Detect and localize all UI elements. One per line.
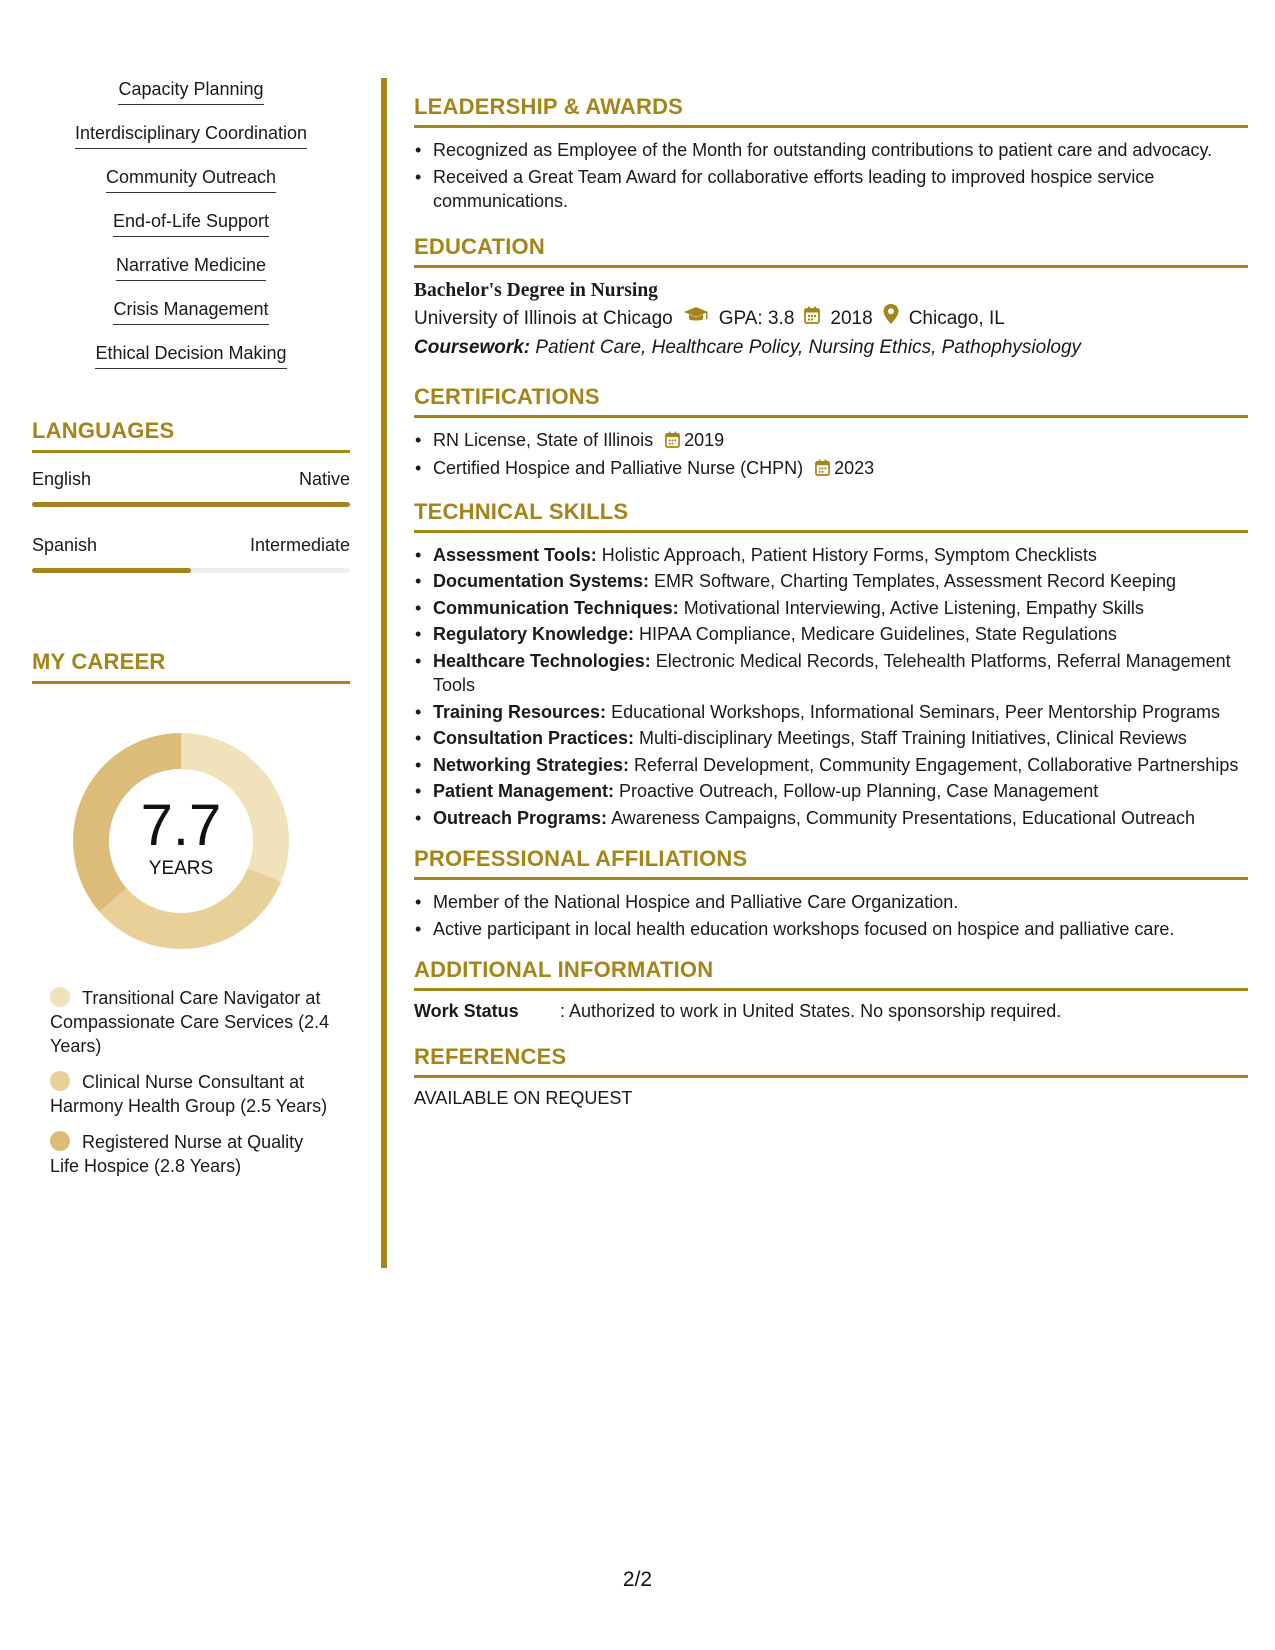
skill-text: Proactive Outreach, Follow-up Planning, Case Management [614, 781, 1099, 801]
list-item [414, 428, 1248, 455]
certifications-heading: CERTIFICATIONS [414, 384, 1248, 418]
list-item [414, 456, 1248, 483]
language-level: Native [298, 469, 350, 489]
language-name: English [32, 469, 92, 489]
skill-item: End-of-Life Support [113, 210, 269, 237]
career-donut-chart [66, 726, 296, 956]
legend-dot [50, 987, 70, 1007]
list-item: • Recognized as Employee of the Month for outstanding contributions to patient care and advocacy. [414, 138, 1248, 163]
education-year: 2018 [830, 307, 873, 329]
coursework-text: Patient Care, Healthcare Policy, Nursing Ethics, Pathophysiology [535, 336, 1082, 358]
leadership-section [414, 94, 1248, 214]
list-item: • Member of the National Hospice and Palliative Care Organization. [414, 890, 1248, 915]
skill-item: Capacity Planning [118, 78, 263, 105]
coursework-label: Coursework: [414, 336, 531, 358]
education-gpa: GPA: 3.8 [718, 307, 795, 329]
list-item [414, 726, 1248, 751]
skill-label: Patient Management: [433, 781, 615, 801]
education-location: Chicago, IL [908, 307, 1005, 329]
career-total-unit: YEARS [148, 858, 214, 879]
list-item [414, 543, 1248, 568]
education-section [414, 234, 1248, 362]
technical-skills-section [414, 499, 1248, 831]
certifications-section [414, 384, 1248, 483]
skill-label: Assessment Tools: [433, 544, 597, 565]
languages-section [32, 418, 350, 573]
career-legend-text: Transitional Care Navigator at Compassionate Care Services (2.4 Years) [50, 988, 330, 1056]
references-text: AVAILABLE ON REQUEST [414, 1088, 633, 1108]
skill-item: Ethical Decision Making [95, 342, 286, 369]
skill-label: Training Resources: [433, 701, 607, 722]
career-legend-text: Clinical Nurse Consultant at Harmony Health Group (2.5 Years) [50, 1072, 328, 1116]
skill-text: Holistic Approach, Patient History Forms, Symptom Checklists [596, 544, 1097, 565]
right-column [414, 94, 1248, 1125]
language-item [32, 535, 350, 573]
page-number: 2/2 [622, 1568, 653, 1591]
column-divider [381, 78, 387, 1268]
calendar-icon [815, 458, 830, 483]
additional-info-heading: ADDITIONAL INFORMATION [414, 957, 1248, 991]
skill-text: Educational Workshops, Informational Seminars, Peer Mentorship Programs [606, 701, 1221, 722]
skill-text: Multi-disciplinary Meetings, Staff Training Initiatives, Clinical Reviews [634, 728, 1187, 748]
career-legend-text: Registered Nurse at Quality Life Hospice (2.8 Years) [50, 1132, 304, 1176]
certification-year: 2023 [834, 458, 875, 478]
donut-center [66, 726, 296, 956]
skill-text: Electronic Medical Records, Telehealth Platforms, Referral Management Tools [433, 650, 1231, 695]
list-item [414, 806, 1248, 831]
certification-name: RN License, State of Illinois [433, 429, 654, 450]
list-item [414, 569, 1248, 594]
certification-year: 2019 [684, 429, 725, 450]
list-item [414, 700, 1248, 725]
language-bar-fill [32, 502, 350, 507]
skill-text: HIPAA Compliance, Medicare Guidelines, State Regulations [634, 624, 1117, 644]
calendar-icon [804, 304, 820, 334]
skill-item: Crisis Management [113, 298, 268, 325]
education-details [414, 304, 1248, 334]
legend-dot [50, 1071, 70, 1091]
skill-item: Community Outreach [106, 166, 276, 193]
list-item: • Received a Great Team Award for collaborative efforts leading to improved hospice service communications. [414, 165, 1248, 214]
calendar-icon [665, 430, 680, 455]
languages-heading: LANGUAGES [32, 418, 350, 453]
affiliations-section [414, 846, 1248, 941]
graduation-cap-icon [683, 304, 709, 334]
list-item [414, 779, 1248, 804]
language-bar-fill [32, 568, 191, 573]
legend-dot [50, 1131, 70, 1151]
skills-list [32, 78, 350, 386]
work-status-value: : Authorized to work in United States. No sponsorship required. [560, 1001, 1062, 1021]
skill-label: Consultation Practices: [433, 728, 635, 748]
career-section [32, 649, 350, 1178]
skill-text: EMR Software, Charting Templates, Assessment Record Keeping [649, 571, 1176, 591]
skill-label: Healthcare Technologies: [433, 650, 651, 671]
education-degree: Bachelor's Degree in Nursing [414, 279, 658, 301]
skill-label: Outreach Programs: [433, 807, 608, 828]
skill-label: Regulatory Knowledge: [433, 624, 635, 644]
left-column [32, 78, 350, 1190]
skill-text: Awareness Campaigns, Community Presentations, Educational Outreach [607, 807, 1196, 828]
career-legend [50, 986, 332, 1178]
language-level: Intermediate [249, 535, 350, 555]
references-section [414, 1044, 1248, 1109]
language-item [32, 469, 350, 507]
skill-text: Motivational Interviewing, Active Listening, Empathy Skills [678, 597, 1144, 618]
career-total-value: 7.7 [140, 793, 222, 858]
affiliations-heading: PROFESSIONAL AFFILIATIONS [414, 846, 1248, 880]
skill-item: Interdisciplinary Coordination [75, 122, 307, 149]
career-legend-item [50, 986, 332, 1058]
language-name: Spanish [32, 535, 98, 555]
education-heading: EDUCATION [414, 234, 1248, 268]
career-legend-item [50, 1130, 332, 1178]
education-school: University of Illinois at Chicago [414, 307, 673, 329]
list-item [414, 649, 1248, 698]
career-legend-item [50, 1070, 332, 1118]
skill-label: Networking Strategies: [433, 754, 630, 775]
technical-skills-heading: TECHNICAL SKILLS [414, 499, 1248, 533]
skill-label: Documentation Systems: [433, 571, 650, 591]
work-status-label: Work Status [414, 1001, 519, 1021]
language-bar [32, 502, 350, 507]
language-bar [32, 568, 350, 573]
education-coursework [414, 334, 1248, 362]
skill-text: Referral Development, Community Engagement, Collaborative Partnerships [629, 754, 1239, 775]
map-pin-icon [883, 304, 899, 334]
skill-item: Narrative Medicine [116, 254, 266, 281]
additional-info-section [414, 957, 1248, 1022]
career-heading: MY CAREER [32, 649, 350, 684]
skill-label: Communication Techniques: [433, 597, 679, 618]
list-item: • Active participant in local health education workshops focused on hospice and palliative care. [414, 917, 1248, 942]
list-item [414, 596, 1248, 621]
list-item [414, 622, 1248, 647]
list-item [414, 753, 1248, 778]
references-heading: REFERENCES [414, 1044, 1248, 1078]
certification-name: Certified Hospice and Palliative Nurse (CHPN) [433, 458, 804, 478]
leadership-heading: LEADERSHIP & AWARDS [414, 94, 1248, 128]
